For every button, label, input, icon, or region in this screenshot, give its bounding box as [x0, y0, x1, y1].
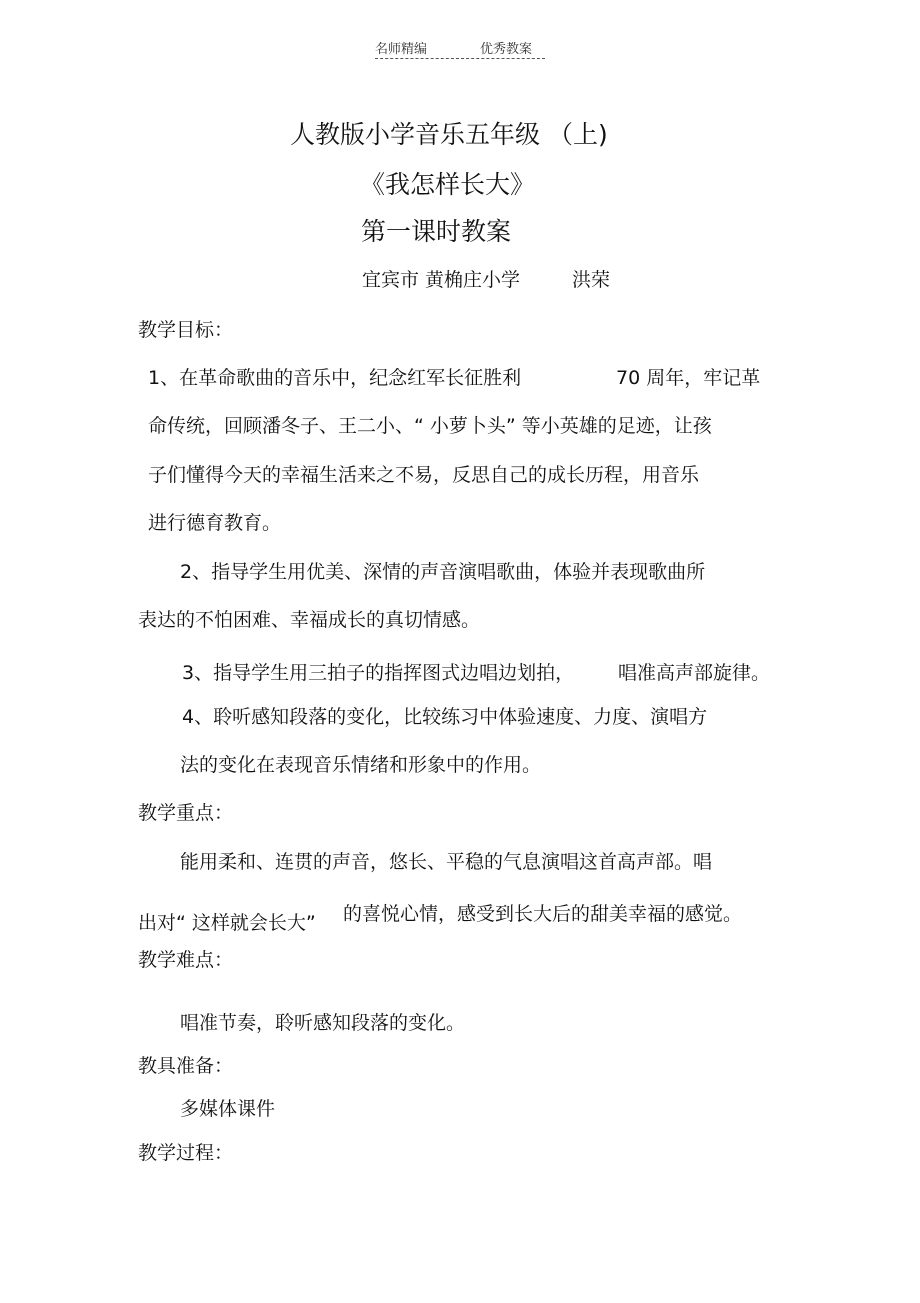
key-points-heading: 教学重点： — [138, 802, 234, 824]
objective-4-line: 法的变化在表现音乐情绪和形象中的作用。 — [180, 754, 542, 776]
title-line3: 第一课时教案 — [361, 217, 512, 246]
objective-1-line: 1、在革命歌曲的音乐中，纪念红军长征胜利 — [148, 367, 522, 389]
objective-1-line: 命传统，回顾潘冬子、王二小、“ 小萝卜头” 等小英雄的足迹，让孩 — [148, 415, 712, 437]
objective-1-line: 70 周年，牢记革 — [616, 367, 761, 389]
author-school: 宜宾市 黄桷庄小学 — [362, 269, 521, 291]
objective-2-line: 表达的不怕困难、幸福成长的真切情感。 — [138, 609, 481, 631]
objective-1-line: 进行德育教育。 — [148, 512, 282, 534]
materials-heading: 教具准备： — [138, 1055, 234, 1077]
key-points-text: 出对“ 这样就会长大” — [138, 912, 316, 934]
objectives-heading: 教学目标： — [138, 319, 234, 341]
objective-4-line: 4、聆听感知段落的变化，比较练习中体验速度、力度、演唱方 — [182, 706, 708, 728]
objective-1-line: 子们懂得今天的幸福生活来之不易，反思自己的成长历程，用音乐 — [148, 464, 700, 486]
objective-3-line: 3、指导学生用三拍子的指挥图式边唱边划拍， — [182, 662, 575, 684]
difficulties-text: 唱准节奏，聆听感知段落的变化。 — [180, 1012, 466, 1034]
header-divider — [375, 58, 545, 59]
objective-3-line: 唱准高声部旋律。 — [618, 662, 771, 684]
key-points-text: 的喜悦心情，感受到长大后的甜美幸福的感觉。 — [343, 903, 743, 925]
process-heading: 教学过程： — [138, 1142, 234, 1164]
objective-2-line: 2、指导学生用优美、深情的声音演唱歌曲，体验并表现歌曲所 — [180, 561, 706, 583]
materials-text: 多媒体课件 — [180, 1098, 276, 1120]
header-right: 优秀教案 — [480, 42, 533, 57]
title-line1: 人教版小学音乐五年级 （上) — [290, 120, 608, 149]
difficulties-heading: 教学难点： — [138, 949, 234, 971]
header-left: 名师精编 — [375, 42, 428, 57]
title-line2: 《我怎样长大》 — [360, 170, 536, 199]
key-points-text: 能用柔和、连贯的声音，悠长、平稳的气息演唱这首高声部。唱 — [180, 851, 713, 873]
author-name: 洪荣 — [572, 269, 611, 291]
